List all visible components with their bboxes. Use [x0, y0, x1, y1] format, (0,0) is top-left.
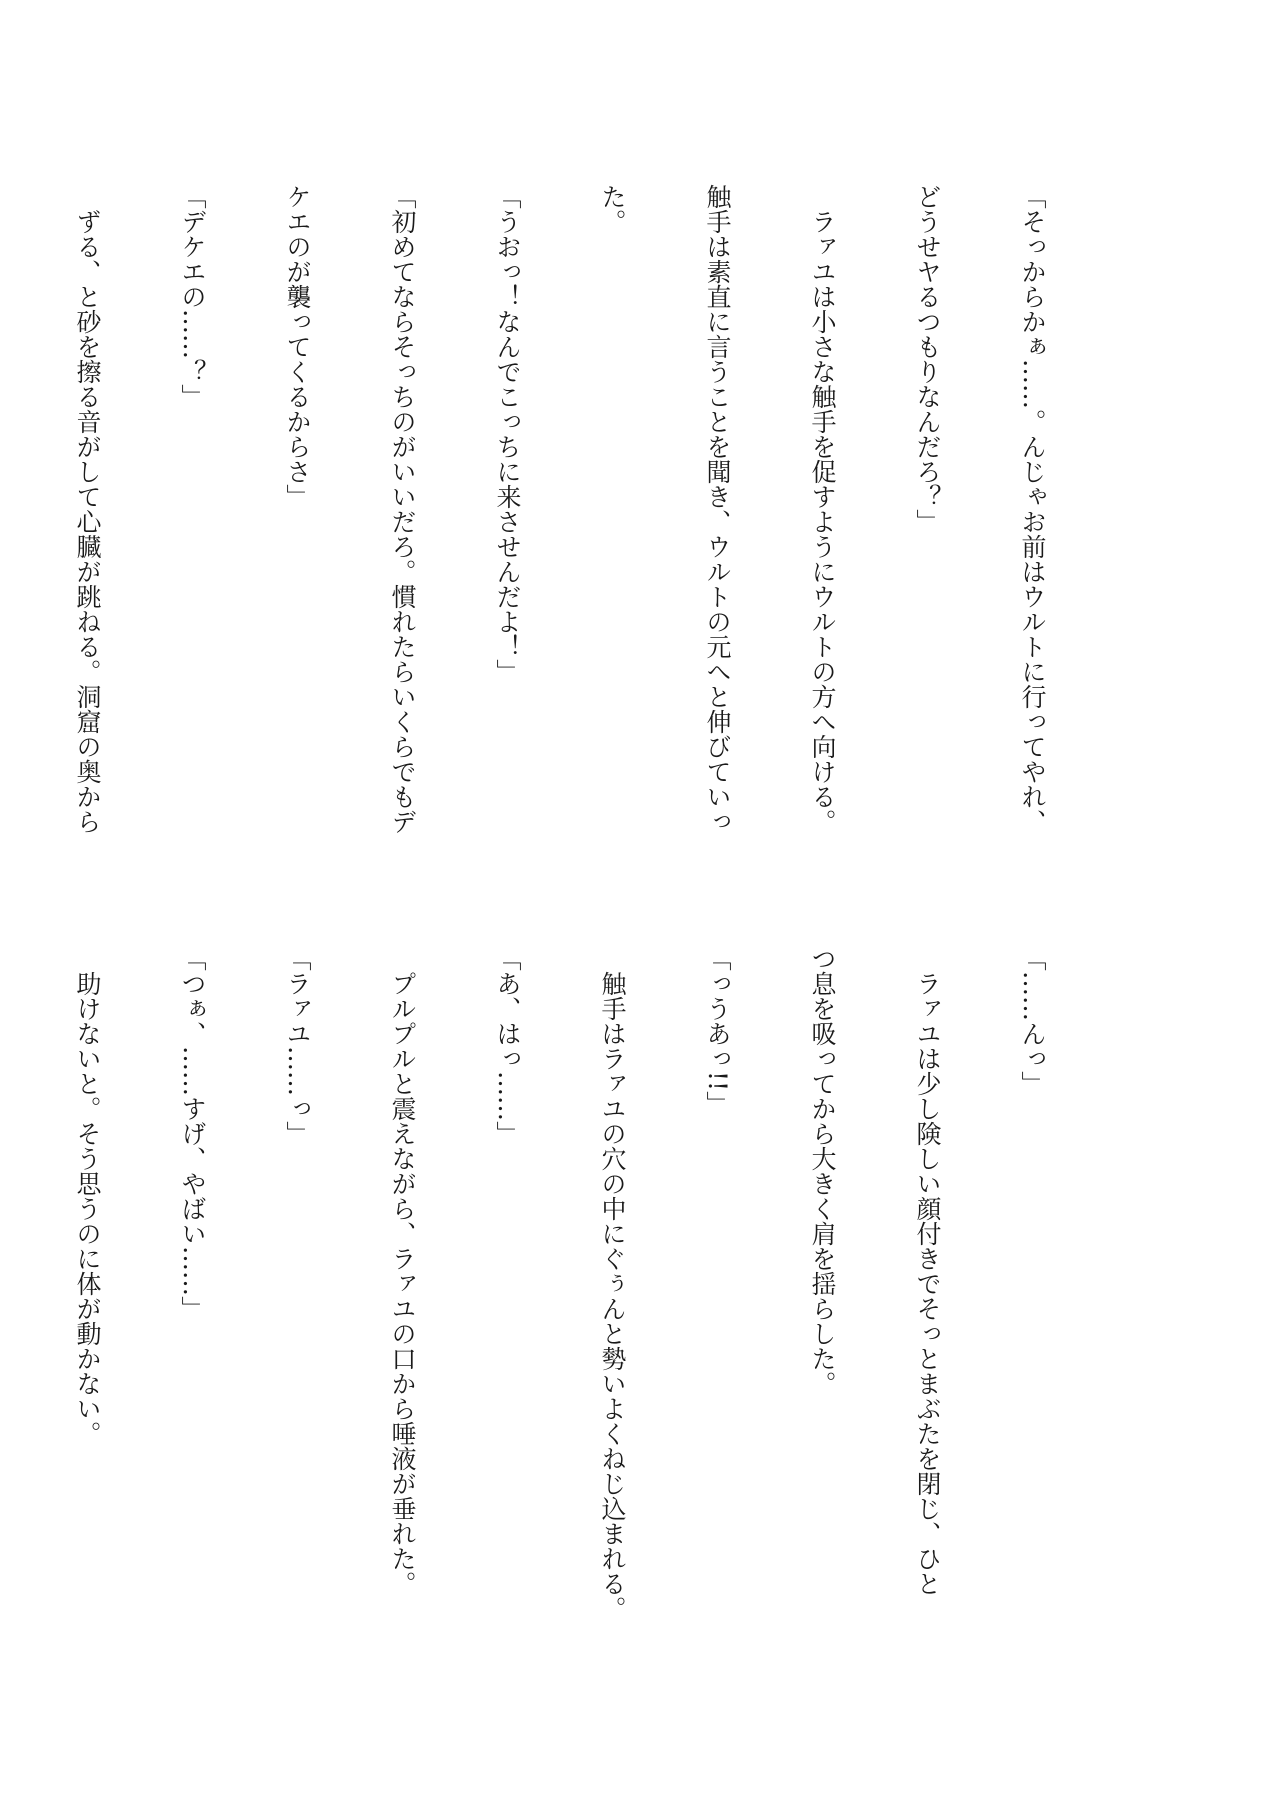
text-line: た。 [598, 184, 627, 234]
text-line: 触手はラァユの穴の中にぐぅんと勢いよくねじ込まれる。 [598, 946, 627, 1621]
text-line: ケエのが襲ってくるからさ」 [283, 184, 312, 509]
text-line: どうせヤるつもりなんだろ？」 [913, 184, 942, 534]
text-line: ラァユは少し険しい顔付きでそっとまぶたを閉じ、ひと [913, 946, 942, 1596]
text-line: つ息を吸ってから大きく肩を揺らした。 [808, 946, 837, 1396]
text-block-bottom [73, 946, 1120, 1621]
text-line: 「うおっ！なんでこっちに来させんだよ！」 [493, 184, 522, 684]
text-line: ずる、と砂を擦る音がして心臓が跳ねる。洞窟の奥から [73, 184, 102, 834]
text-line: 「そっからかぁ……。んじゃお前はウルトに行ってやれ、 [1018, 184, 1047, 834]
text-line: 助けないと。そう思うのに体が動かない。 [73, 946, 102, 1446]
text-block-top [73, 184, 1120, 834]
text-line: 「デケエの……？」 [178, 184, 207, 409]
text-line: 「初めてならそっちのがいいだろ。慣れたらいくらでもデ [388, 184, 417, 834]
text-line: 触手は素直に言うことを聞き、ウルトの元へと伸びていっ [703, 184, 732, 834]
text-line: 「……んっ」 [1018, 946, 1047, 1096]
text-line: 「ラァユ……っ」 [283, 946, 312, 1146]
text-line: 「つぁ、……すげ、やばい……」 [178, 946, 207, 1321]
text-line: ラァユは小さな触手を促すようにウルトの方へ向ける。 [808, 184, 837, 834]
text-line: プルプルと震えながら、ラァユの口から唾液が垂れた。 [388, 946, 417, 1596]
text-line: 「っうあっ!!」 [703, 946, 732, 1117]
text-line: 「あ、はっ……」 [493, 946, 522, 1146]
